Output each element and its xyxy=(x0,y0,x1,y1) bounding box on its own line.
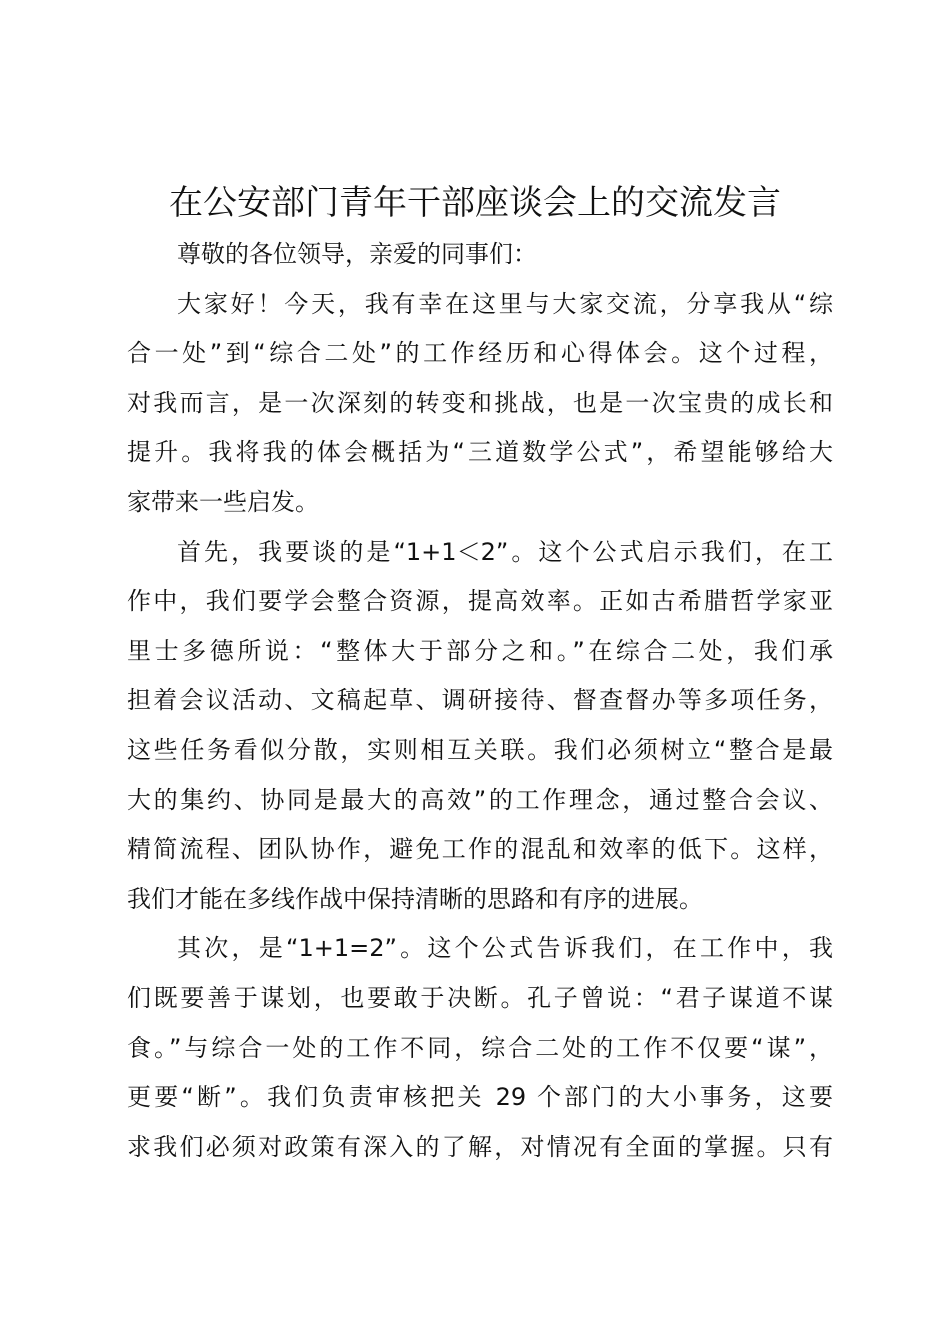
paragraph-line: 更要“断”。我们负责审核把关 29 个部门的大小事务，这要 xyxy=(127,1083,833,1112)
paragraph-line: 对我而言，是一次深刻的转变和挑战，也是一次宝贵的成长和 xyxy=(127,388,833,417)
paragraph-line: 们既要善于谋划，也要敢于决断。孔子曾说：“君子谋道不谋 xyxy=(127,983,833,1012)
paragraph-line: 精简流程、团队协作，避免工作的混乱和效率的低下。这样， xyxy=(127,835,833,864)
document-title: 在公安部门青年干部座谈会上的交流发言 xyxy=(169,183,781,223)
paragraph-line: 这些任务看似分散，实则相互关联。我们必须树立“整合是最 xyxy=(127,735,833,764)
paragraph-line: 作中，我们要学会整合资源，提高效率。正如古希腊哲学家亚 xyxy=(127,587,833,616)
paragraph-line: 大家好！今天，我有幸在这里与大家交流，分享我从“综 xyxy=(177,289,833,318)
paragraph-line: 首先，我要谈的是“1+1＜2”。这个公式启示我们，在工 xyxy=(177,537,833,566)
paragraph-line: 求我们必须对政策有深入的了解，对情况有全面的掌握。只有 xyxy=(127,1132,833,1161)
paragraph-line: 我们才能在多线作战中保持清晰的思路和有序的进展。 xyxy=(127,884,703,913)
paragraph-line: 提升。我将我的体会概括为“三道数学公式”，希望能够给大 xyxy=(127,438,833,467)
document-body xyxy=(127,230,833,1172)
paragraph-line: 合一处”到“综合二处”的工作经历和心得体会。这个过程， xyxy=(127,339,833,368)
paragraph-line: 其次，是“1+1=2”。这个公式告诉我们，在工作中，我 xyxy=(177,934,833,963)
paragraph-line: 大的集约、协同是最大的高效”的工作理念，通过整合会议、 xyxy=(127,785,833,814)
paragraph-line: 里士多德所说：“整体大于部分之和。”在综合二处，我们承 xyxy=(127,636,833,665)
salutation-line: 尊敬的各位领导，亲爱的同事们： xyxy=(177,240,537,268)
paragraph-line: 家带来一些启发。 xyxy=(127,487,319,516)
paragraph-line: 食。”与综合一处的工作不同，综合二处的工作不仅要“谋”， xyxy=(127,1033,833,1062)
paragraph-line: 担着会议活动、文稿起草、调研接待、督查督办等多项任务， xyxy=(127,686,833,715)
